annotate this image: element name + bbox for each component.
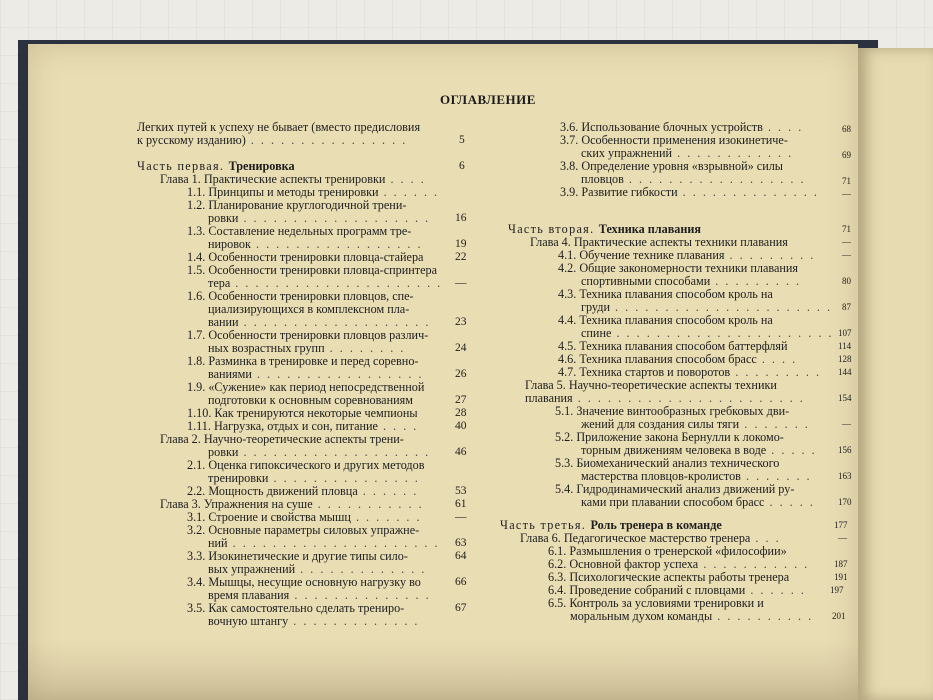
toc-entry (558, 340, 788, 353)
toc-entry-text: ровки (208, 211, 239, 225)
page-number: — (842, 250, 851, 260)
toc-entry (187, 550, 408, 563)
toc-entry-text: 1.3. Составление недельных программ тре- (187, 224, 412, 238)
toc-entry-text: 4.7. Техника стартов и поворотов (558, 365, 731, 379)
leader-dots: . . . . . . . . . (724, 248, 816, 262)
toc-entry (581, 301, 832, 314)
toc-entry-text: 3.8. Определение уровня «взрывной» силы (560, 159, 783, 173)
page-number: — (838, 533, 847, 543)
leader-dots: . . . . . (766, 443, 817, 457)
toc-entry (548, 558, 809, 571)
page-number: 197 (830, 585, 844, 595)
leader-dots: . . . . . . . . . . . . (672, 146, 794, 160)
toc-entry-text: 2.2. Мощность движений пловца (187, 484, 358, 498)
leader-dots: . . . . . . . . . . . . . . . . . . . (238, 315, 431, 329)
leader-dots: . . . . . . . . . . . . . . . . . (251, 367, 424, 381)
leader-dots: . . . . (377, 419, 419, 433)
toc-entry-text: 5.2. Приложение закона Бернулли к локомо- (555, 430, 784, 444)
page-number: 68 (842, 124, 851, 134)
leader-dots: . . . . (762, 120, 804, 134)
toc-entry (555, 457, 779, 470)
part-title: Роль тренера в команде (590, 518, 722, 532)
toc-entry-text: нировок (208, 237, 251, 251)
page-number: 154 (838, 393, 852, 403)
toc-entry (208, 277, 442, 290)
toc-entry (548, 571, 789, 584)
leader-dots: . . . . . . . . . . . . . . (289, 588, 431, 602)
page-number: 63 (455, 537, 467, 549)
toc-entry-text: Часть первая. (137, 159, 229, 173)
toc-entry (187, 511, 422, 524)
toc-entry (508, 223, 701, 236)
toc-entry-text: 6.4. Проведение собраний с пловцами (548, 583, 746, 597)
toc-entry-text: тера (208, 276, 231, 290)
toc-entry (208, 615, 419, 628)
toc-entry (581, 173, 806, 186)
page-number: — (455, 277, 467, 289)
page-number: 191 (834, 572, 848, 582)
leader-dots: . . . . . . . (740, 469, 812, 483)
leader-dots: . . . . . . . . . . . . . . (677, 185, 819, 199)
toc-entry-text: ний (208, 536, 228, 550)
toc-entry (208, 537, 440, 550)
leader-dots: . . . . . (764, 495, 815, 509)
page-number: 61 (455, 498, 467, 510)
toc-entry (558, 262, 798, 275)
leader-dots: . . . (750, 531, 781, 545)
leader-dots: . . . . . . . . . . . . . . . . . . . . . . . (572, 391, 805, 405)
toc-entry (187, 524, 419, 537)
toc-entry-text: 5.3. Биомеханический анализ технического (555, 456, 780, 470)
toc-entry (137, 121, 420, 134)
leader-dots: . . . . . . . . . . . . . . . . . . (623, 172, 806, 186)
leader-dots: . . . . . . . . (324, 341, 406, 355)
toc-entry (558, 288, 773, 301)
toc-entry-text: спине (581, 326, 612, 340)
toc-entry (208, 316, 430, 329)
toc-entry (187, 225, 411, 238)
toc-entry (187, 459, 424, 472)
toc-entry (187, 381, 424, 394)
toc-entry-text: ками при плавании способом брасс (581, 495, 765, 509)
page-number: 16 (455, 212, 467, 224)
toc-entry-text: Глава 3. Упражнения на суше (160, 497, 313, 511)
toc-entry (555, 405, 789, 418)
toc-entry (187, 602, 404, 615)
toc-entry-text: Часть третья. (500, 518, 591, 532)
toc-entry-text: 1.5. Особенности тренировки пловца-спринтера (187, 263, 438, 277)
toc-entry-text: тренировки (208, 471, 269, 485)
leader-dots: . . . . (756, 352, 798, 366)
toc-entry-text: вании (208, 315, 239, 329)
leader-dots: . . . . . . . . . . . . . . . . . . . (238, 445, 431, 459)
toc-entry-text: 5.1. Значение винтообразных гребковых дви- (555, 404, 790, 418)
part-title: Тренировка (228, 159, 295, 173)
leader-dots: . . . . . . . . . . . (698, 557, 810, 571)
leader-dots: . . . . . . . . . . . . . . . . . . . . . . (611, 326, 834, 340)
toc-entry (581, 418, 810, 431)
toc-entry (137, 134, 407, 147)
leader-dots: . . . . . . (378, 185, 440, 199)
toc-entry (208, 303, 409, 316)
toc-entry-text: 4.3. Техника плавания способом кроль на (558, 287, 773, 301)
leader-dots: . . . . . . . . . . . . . . . (268, 471, 420, 485)
leader-dots: . . . . . . . . . (730, 365, 822, 379)
toc-entry-text: циализирующихся в комплексном пла- (208, 302, 410, 316)
toc-entry (187, 290, 414, 303)
toc-entry (525, 392, 805, 405)
toc-entry-text: 1.1. Принципы и методы тренировки (187, 185, 379, 199)
page-number: 19 (455, 238, 467, 250)
leader-dots: . . . . . . . . . . . . . (288, 614, 420, 628)
page-number: 66 (455, 576, 467, 588)
toc-entry-text: 3.1. Строение и свойства мышц (187, 510, 351, 524)
page-number: 201 (832, 611, 846, 621)
toc-entry-text: 6.1. Размышления о тренерской «философии» (548, 544, 787, 558)
toc-entry-text: 6.2. Основной фактор успеха (548, 557, 699, 571)
toc-entry (548, 584, 806, 597)
toc-entry-text: 4.6. Техника плавания способом брасс (558, 352, 757, 366)
toc-entry-text: спортивными способами (581, 274, 711, 288)
toc-entry-text: Часть вторая. (508, 222, 599, 236)
toc-entry (187, 251, 423, 264)
page-number: 26 (455, 368, 467, 380)
toc-entry-text: ных возрастных групп (208, 341, 325, 355)
page-number: — (842, 237, 851, 247)
toc-entry-text: 6.5. Контроль за условиями тренировки и (548, 596, 764, 610)
toc-entry (160, 433, 404, 446)
toc-entry (500, 519, 722, 532)
toc-entry (187, 576, 421, 589)
toc-entry (208, 394, 413, 407)
page-number: 87 (842, 302, 851, 312)
toc-entry (560, 134, 788, 147)
toc-entry (525, 379, 777, 392)
toc-entry (581, 496, 815, 509)
toc-entry-text: 3.2. Основные параметры силовых упражне- (187, 523, 420, 537)
toc-entry (137, 160, 295, 173)
page-title: ОГЛАВЛЕНИЕ (440, 92, 536, 107)
page-number: 23 (455, 316, 467, 328)
toc-entry-text: 4.1. Обучение технике плавания (558, 248, 725, 262)
page-number: 80 (842, 276, 851, 286)
toc-entry-text: время плавания (208, 588, 290, 602)
toc-entry-text: 1.7. Особенности тренировки пловцов различ- (187, 328, 429, 342)
toc-entry-text: 1.6. Особенности тренировки пловцов, спе- (187, 289, 414, 303)
toc-entry (187, 407, 418, 420)
toc-entry (208, 212, 430, 225)
toc-entry-text: торным движениям человека в воде (581, 443, 767, 457)
part-title: Техника плавания (598, 222, 702, 236)
toc-entry (558, 314, 773, 327)
leader-dots: . . . . . . . (739, 417, 810, 431)
page-number: 27 (455, 394, 467, 406)
toc-entry-text: Глава 1. Практические аспекты тренировки (160, 172, 386, 186)
leader-dots: . . . . (385, 172, 426, 186)
page-number: — (842, 189, 851, 199)
page-number: 128 (838, 354, 852, 364)
toc-entry (570, 610, 813, 623)
page-number: 170 (838, 497, 852, 507)
toc-entry-text: 1.4. Особенности тренировки пловца-стайера (187, 250, 424, 264)
page-number: 144 (838, 367, 852, 377)
toc-entry (187, 420, 418, 433)
toc-entry-text: подготовки к основным соревнованиям (208, 393, 413, 407)
toc-entry-text: плавания (525, 391, 573, 405)
toc-entry (187, 264, 437, 277)
toc-entry (560, 121, 803, 134)
toc-entry-text: мастерства пловцов-кролистов (581, 469, 741, 483)
toc-entry-text: Глава 4. Практические аспекты техники плавания (530, 235, 788, 249)
page-number: 46 (455, 446, 467, 458)
page-number: 40 (455, 420, 467, 432)
page-number: 114 (838, 341, 852, 351)
page-number: 71 (842, 224, 851, 234)
toc-entry (560, 160, 783, 173)
toc-entry-text: к русскому изданию) (137, 133, 246, 147)
leader-dots: . . . . . . (745, 583, 806, 597)
leader-dots: . . . . . . . . . . . . . . . . . . . (238, 211, 431, 225)
toc-entry-text: 1.8. Разминка в тренировке и перед соревно- (187, 354, 419, 368)
toc-entry-text: груди (581, 300, 610, 314)
page-number: 71 (842, 176, 851, 186)
toc-entry (548, 545, 787, 558)
toc-entry (187, 355, 418, 368)
toc-entry-text: 1.10. Как тренируются некоторые чемпионы (187, 406, 418, 420)
page-number: 28 (455, 407, 467, 419)
toc-entry (187, 199, 406, 212)
toc-entry (208, 342, 405, 355)
toc-entry (581, 444, 817, 457)
toc-entry (187, 485, 418, 498)
toc-entry (581, 147, 793, 160)
toc-entry (208, 589, 431, 602)
toc-entry-text: 1.2. Планирование круглогодичной трени- (187, 198, 407, 212)
toc-entry (208, 238, 423, 251)
page-number: 187 (834, 559, 848, 569)
toc-entry (558, 249, 815, 262)
toc-entry-text: 5.4. Гидродинамический анализ движений ру- (555, 482, 795, 496)
toc-entry-text: Легких путей к успеху не бывает (вместо предисловия (137, 120, 421, 134)
leader-dots: . . . . . . . . . . (712, 609, 814, 623)
toc-entry-text: 3.5. Как самостоятельно сделать трениро- (187, 601, 405, 615)
toc-entry (187, 186, 439, 199)
page-number: 24 (455, 342, 467, 354)
page-number: 69 (842, 150, 851, 160)
toc-entry-text: 1.11. Нагрузка, отдых и сон, питание (187, 419, 378, 433)
toc-entry-text: 3.3. Изокинетические и другие типы сило- (187, 549, 408, 563)
page-number: — (455, 511, 467, 523)
leader-dots: . . . . . . . . . (710, 274, 802, 288)
leader-dots: . . . . . . . . . . . . . (295, 562, 427, 576)
toc-entry (560, 186, 819, 199)
toc-entry (160, 498, 424, 511)
toc-entry-text: Глава 2. Научно-теоретические аспекты трени- (160, 432, 404, 446)
page-number: 156 (838, 445, 852, 455)
toc-entry (208, 563, 426, 576)
toc-entry-text: ваниями (208, 367, 252, 381)
toc-entry-text: 1.9. «Сужение» как период непосредственной (187, 380, 425, 394)
toc-entry-text: ровки (208, 445, 239, 459)
toc-entry-text: ских упражнений (581, 146, 673, 160)
toc-entry (530, 236, 788, 249)
leader-dots: . . . . . . (357, 484, 419, 498)
page-number: — (842, 419, 851, 429)
toc-entry-text: 4.2. Общие закономерности техники плавания (558, 261, 799, 275)
toc-entry-text: 4.5. Техника плавания способом баттерфляй (558, 339, 788, 353)
page-number: 64 (455, 550, 467, 562)
page-number: 177 (834, 520, 848, 530)
toc-entry (208, 368, 423, 381)
page-number: 53 (455, 485, 467, 497)
toc-entry (548, 597, 764, 610)
leader-dots: . . . . . . . . . . . . . . . . (245, 133, 408, 147)
leader-dots: . . . . . . . . . . . . . . . . . (250, 237, 423, 251)
toc-entry-text: Глава 5. Научно-теоретические аспекты техники (525, 378, 777, 392)
leader-dots: . . . . . . . . . . . . . . . . . . . . . (230, 276, 443, 290)
toc-entry (187, 329, 428, 342)
toc-entry (581, 275, 801, 288)
toc-entry-text: вочную штангу (208, 614, 289, 628)
toc-entry (558, 353, 797, 366)
toc-entry-text: 3.7. Особенности применения изокинетиче- (560, 133, 788, 147)
page-number: 5 (459, 134, 465, 146)
page-number: 67 (455, 602, 467, 614)
leader-dots: . . . . . . . . . . . . . . . . . . . . . (227, 536, 440, 550)
toc-entry (208, 446, 430, 459)
leader-dots: . . . . . . . (350, 510, 422, 524)
leader-dots: . . . . . . . . . . . . . . . . . . . . . . (609, 300, 833, 314)
toc-entry-text: 2.1. Оценка гипоксического и других методов (187, 458, 425, 472)
leader-dots: . . . . . . . . . . . (312, 497, 424, 511)
page-number: 6 (459, 160, 465, 172)
toc-entry (581, 470, 812, 483)
page-number: 163 (838, 471, 852, 481)
toc-entry-text: 6.3. Психологические аспекты работы тренера (548, 570, 790, 584)
toc-entry-text: вых упражнений (208, 562, 296, 576)
toc-entry (208, 472, 420, 485)
toc-entry (555, 431, 784, 444)
toc-entry (520, 532, 781, 545)
toc-entry-text: 3.9. Развитие гибкости (560, 185, 678, 199)
toc-entry (160, 173, 426, 186)
toc-entry-text: Глава 6. Педагогическое мастерство тренера (520, 531, 751, 545)
page-number: 107 (838, 328, 852, 338)
toc-entry-text: 3.4. Мышцы, несущие основную нагрузку во (187, 575, 421, 589)
page-number: 22 (455, 251, 467, 263)
toc-entry-text: 3.6. Использование блочных устройств (560, 120, 763, 134)
toc-entry-text: моральным духом команды (570, 609, 713, 623)
toc-entry-text: пловцов (581, 172, 624, 186)
toc-entry (581, 327, 833, 340)
toc-entry (558, 366, 821, 379)
toc-entry-text: жений для создания силы тяги (581, 417, 740, 431)
toc-entry (555, 483, 794, 496)
toc-entry-text: 4.4. Техника плавания способом кроль на (558, 313, 773, 327)
